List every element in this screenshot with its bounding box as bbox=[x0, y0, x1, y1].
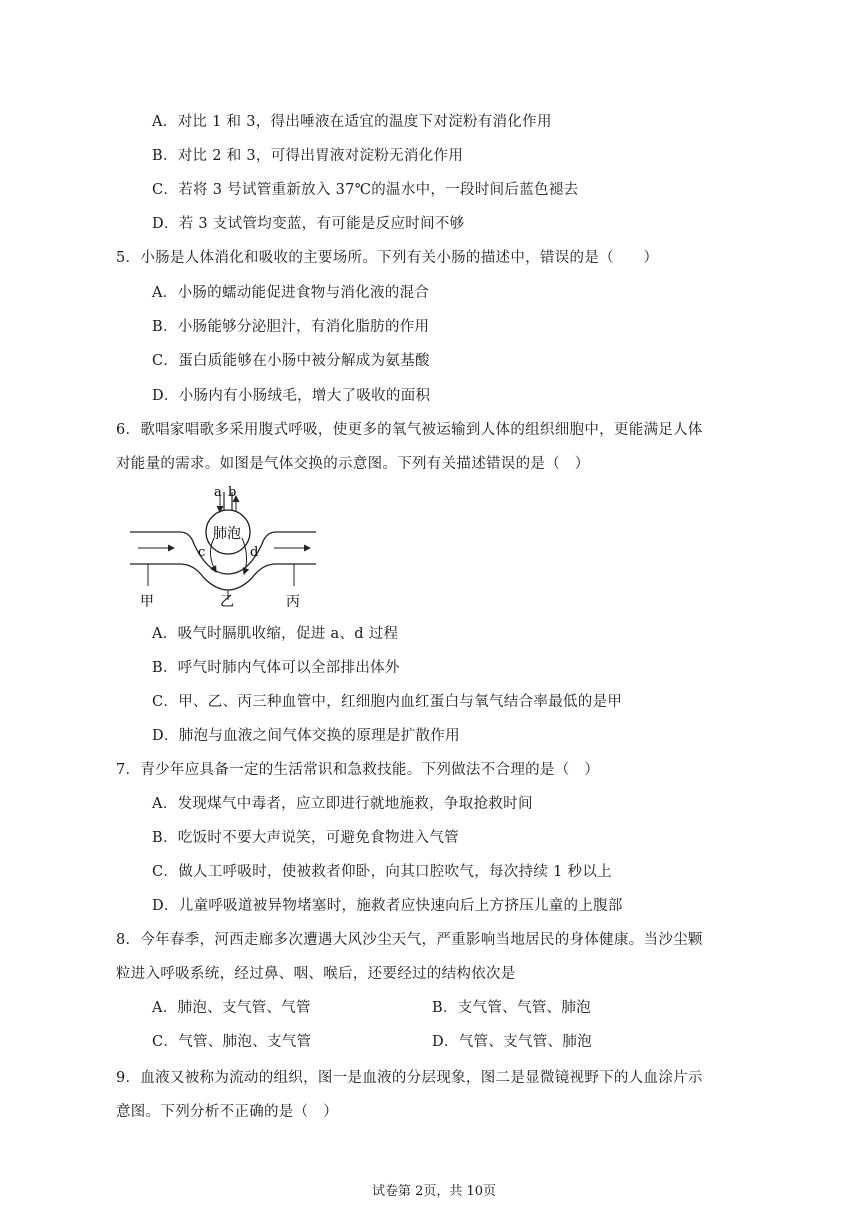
label-c: c bbox=[198, 545, 206, 560]
q4-option-b: B．对比 2 和 3，可得出胃液对淀粉无消化作用 bbox=[152, 148, 464, 164]
label-a: a bbox=[214, 485, 222, 500]
label-alveolus: 肺泡 bbox=[213, 526, 241, 542]
q7-option-b: B．吃饭时不要大声说笑，可避免食物进入气管 bbox=[152, 830, 459, 846]
q8-option-d: D．气管、支气管、肺泡 bbox=[432, 1034, 592, 1050]
q8-option-a: A．肺泡、支气管、气管 bbox=[152, 1000, 311, 1016]
q4-option-d: D．若 3 支试管均变蓝，有可能是反应时间不够 bbox=[152, 216, 465, 232]
q5-option-d: D．小肠内有小肠绒毛，增大了吸收的面积 bbox=[152, 388, 431, 404]
label-b: b bbox=[228, 485, 237, 500]
q9-stem-line1: 9．血液又被称为流动的组织，图一是血液的分层现象，图二是显微镜视野下的人血涂片示 bbox=[116, 1070, 703, 1086]
label-vessel-jia: 甲 bbox=[140, 594, 154, 610]
q9-stem-line2: 意图。下列分析不正确的是（ ） bbox=[116, 1104, 338, 1120]
q4-option-c: C．若将 3 号试管重新放入 37℃的温水中，一段时间后蓝色褪去 bbox=[152, 182, 579, 198]
q6-option-b: B．呼气时肺内气体可以全部排出体外 bbox=[152, 660, 400, 676]
q5-stem: 5．小肠是人体消化和吸收的主要场所。下列有关小肠的描述中，错误的是（ ） bbox=[116, 250, 659, 266]
q5-option-b: B．小肠能够分泌胆汁，有消化脂肪的作用 bbox=[152, 319, 430, 335]
q6-stem-line2: 对能量的需求。如图是气体交换的示意图。下列有关描述错误的是（ ） bbox=[116, 456, 590, 472]
gas-exchange-diagram bbox=[128, 482, 328, 612]
q5-option-a: A．小肠的蠕动能促进食物与消化液的混合 bbox=[152, 285, 430, 301]
q7-stem: 7．青少年应具备一定的生活常识和急救技能。下列做法不合理的是（ ） bbox=[116, 762, 600, 778]
q8-stem-line1: 8．今年春季，河西走廊多次遭遇大风沙尘天气，严重影响当地居民的身体健康。当沙尘颗 bbox=[116, 932, 703, 948]
q7-option-a: A．发现煤气中毒者，应立即进行就地施救，争取抢救时间 bbox=[152, 796, 533, 812]
label-vessel-yi: 乙 bbox=[220, 594, 234, 610]
q6-option-a: A．吸气时膈肌收缩，促进 a、d 过程 bbox=[152, 626, 399, 642]
q8-stem-line2: 粒进入呼吸系统，经过鼻、咽、喉后，还要经过的结构依次是 bbox=[116, 966, 516, 982]
q6-option-d: D．肺泡与血液之间气体交换的原理是扩散作用 bbox=[152, 728, 460, 744]
page-footer: 试卷第 2页，共 10页 bbox=[371, 1184, 497, 1199]
label-d: d bbox=[250, 545, 259, 560]
q5-option-c: C．蛋白质能够在小肠中被分解成为氨基酸 bbox=[152, 353, 430, 369]
q7-option-c: C．做人工呼吸时，使被救者仰卧，向其口腔吹气，每次持续 1 秒以上 bbox=[152, 864, 612, 880]
q8-option-b: B．支气管、气管、肺泡 bbox=[432, 1000, 591, 1016]
q6-stem-line1: 6．歌唱家唱歌多采用腹式呼吸，使更多的氧气被运输到人体的组织细胞中，更能满足人体 bbox=[116, 422, 703, 438]
q7-option-d: D．儿童呼吸道被异物堵塞时，施救者应快速向后上方挤压儿童的上腹部 bbox=[152, 898, 623, 914]
label-vessel-bing: 丙 bbox=[286, 594, 300, 610]
q6-option-c: C．甲、乙、丙三种血管中，红细胞内血红蛋白与氧气结合率最低的是甲 bbox=[152, 694, 623, 710]
q4-option-a: A．对比 1 和 3，得出唾液在适宜的温度下对淀粉有消化作用 bbox=[152, 114, 552, 130]
q8-option-c: C．气管、肺泡、支气管 bbox=[152, 1034, 312, 1050]
